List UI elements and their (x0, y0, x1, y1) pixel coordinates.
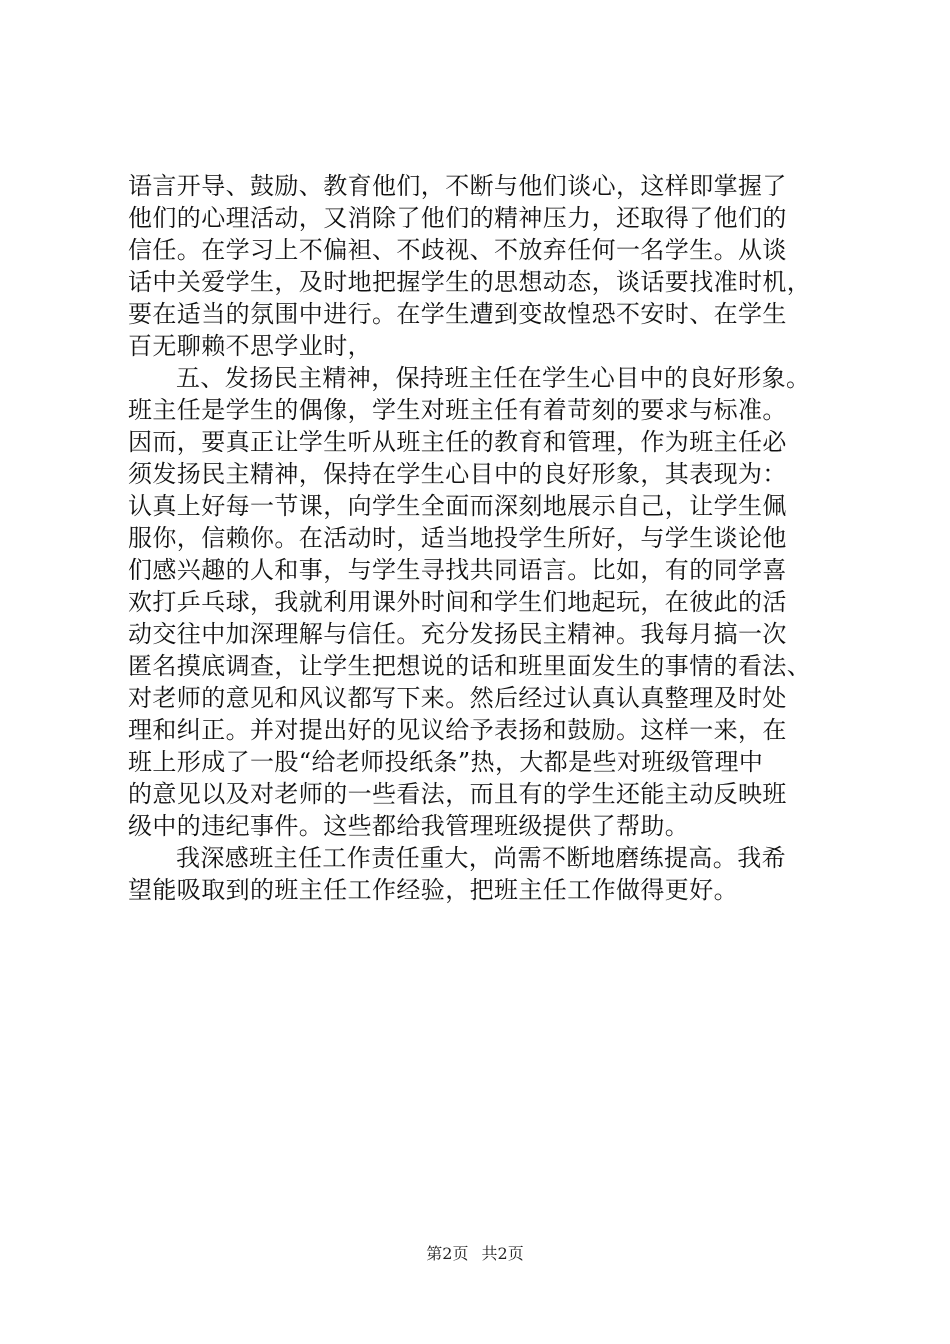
text-line: 理和纠正。并对提出好的见议给予表扬和鼓励。这样一来，在 (128, 716, 787, 744)
text-line: 百无聊赖不思学业时， (128, 332, 372, 360)
text-line: 动交往中加深理解与信任。充分发扬民主精神。我每月搞一次 (128, 620, 787, 648)
paragraph-heading-line: 五、发扬民主精神，保持班主任在学生心目中的良好形象。 (176, 364, 811, 392)
text-line: 们感兴趣的人和事，与学生寻找共同语言。比如，有的同学喜 (128, 556, 787, 584)
text-line: 对老师的意见和风议都写下来。然后经过认真认真整理及时处 (128, 684, 787, 712)
paragraph-start-line: 我深感班主任工作责任重大，尚需不断地磨练提高。我希 (176, 844, 786, 872)
text-line: 班主任是学生的偶像，学生对班主任有着苛刻的要求与标准。 (128, 396, 787, 424)
page-footer (0, 1244, 950, 1264)
text-line: 服你，信赖你。在活动时，适当地投学生所好，与学生谈论他 (128, 524, 787, 552)
document-body (128, 170, 828, 906)
text-line: 他们的心理活动，又消除了他们的精神压力，还取得了他们的 (128, 204, 787, 232)
text-line: 望能吸取到的班主任工作经验，把班主任工作做得更好。 (128, 876, 738, 904)
text-line: 级中的违纪事件。这些都给我管理班级提供了帮助。 (128, 812, 690, 840)
page-number: 第2页 (426, 1244, 469, 1263)
text-line: 班上形成了一股“给老师投纸条”热，大都是些对班级管理中 (128, 748, 764, 776)
text-line: 匿名摸底调查，让学生把想说的话和班里面发生的事情的看法、 (128, 652, 812, 680)
text-line: 欢打乒乓球，我就利用课外时间和学生们地起玩，在彼此的活 (128, 588, 787, 616)
text-line: 语言开导、鼓励、教育他们，不断与他们谈心，这样即掌握了 (128, 172, 787, 200)
text-line: 的意见以及对老师的一些看法，而且有的学生还能主动反映班 (128, 780, 787, 808)
text-line: 须发扬民主精神，保持在学生心目中的良好形象，其表现为： (128, 460, 787, 488)
text-line: 信任。在学习上不偏袒、不歧视、不放弃任何一名学生。从谈 (128, 236, 787, 264)
text-line: 话中关爱学生，及时地把握学生的思想动态，谈话要找准时机， (128, 268, 812, 296)
text-line: 认真上好每一节课，向学生全面而深刻地展示自己，让学生佩 (128, 492, 787, 520)
text-line: 因而，要真正让学生听从班主任的教育和管理，作为班主任必 (128, 428, 787, 456)
page-total: 共2页 (481, 1244, 524, 1263)
text-line: 要在适当的氛围中进行。在学生遭到变故惶恐不安时、在学生 (128, 300, 787, 328)
